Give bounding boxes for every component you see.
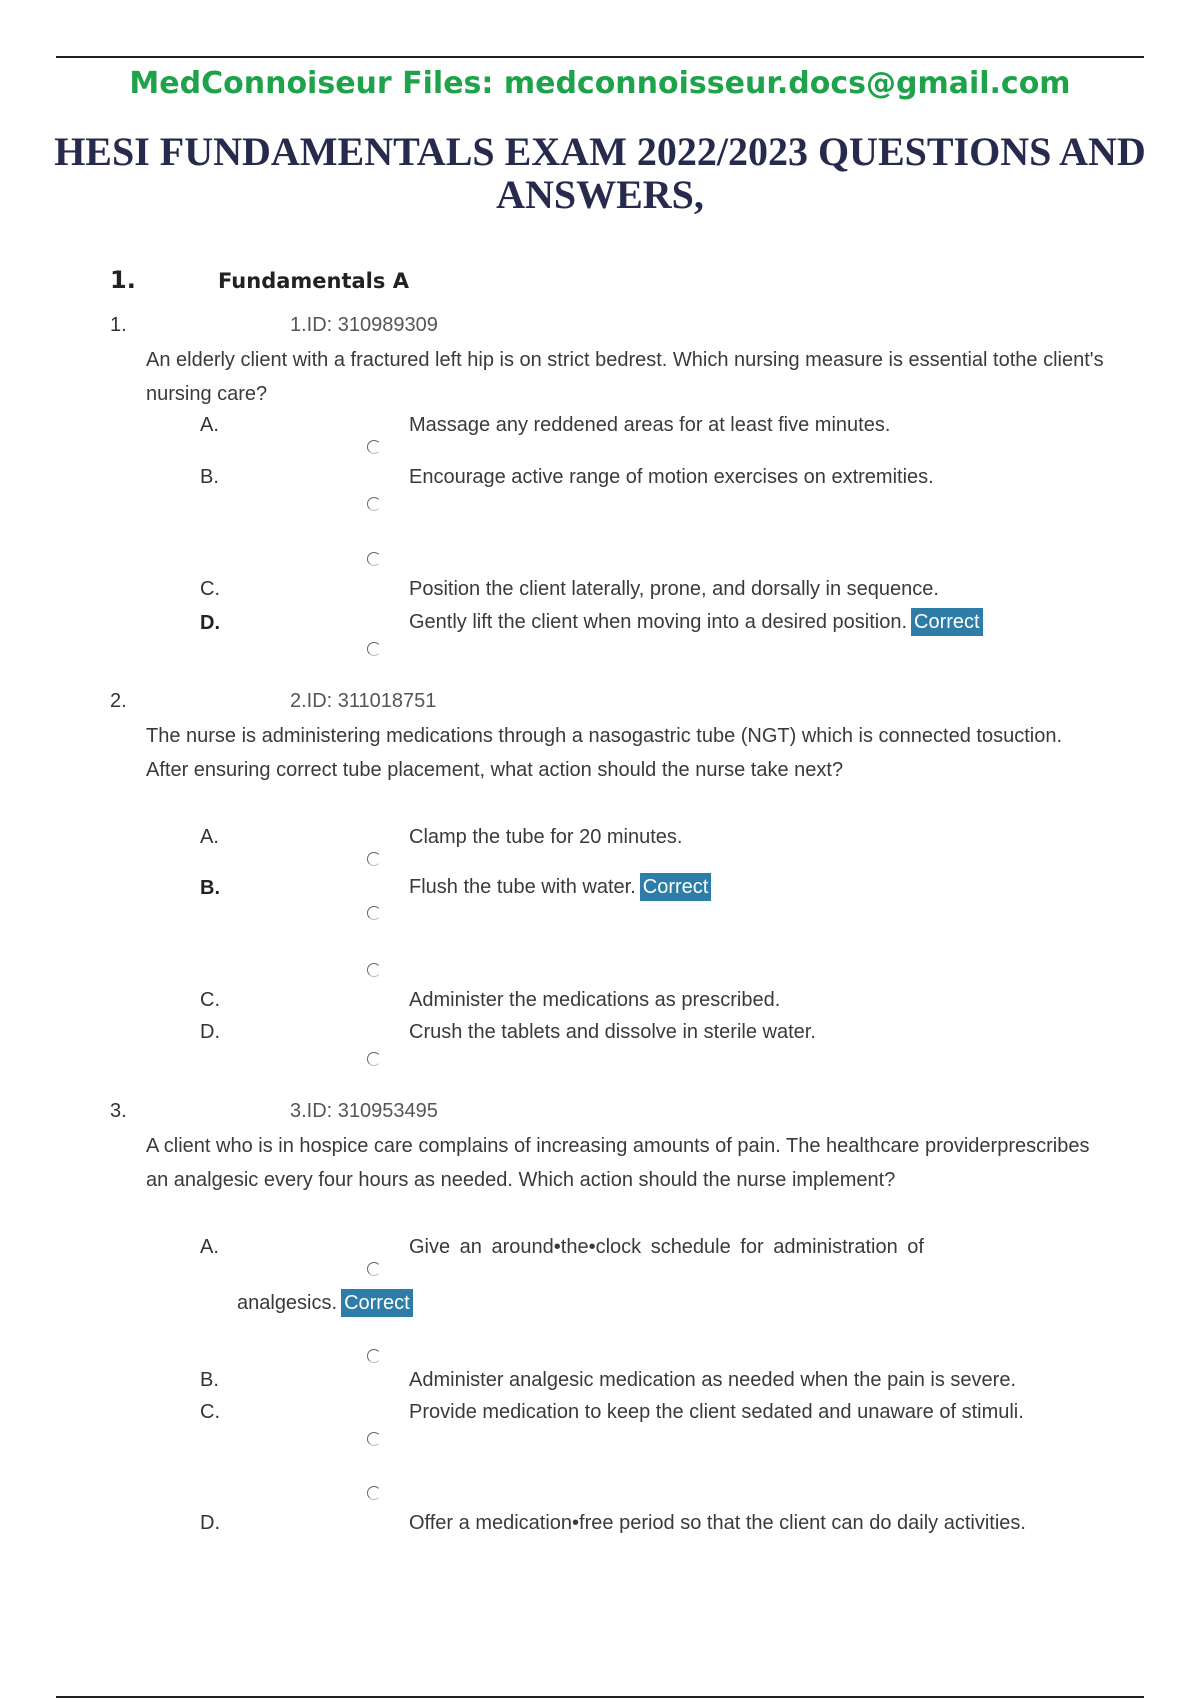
- option-text: Offer a medication•free period so that the client can do daily activities.: [409, 1512, 1026, 1534]
- option-radio[interactable]: [367, 497, 381, 511]
- document-title: HESI FUNDAMENTALS EXAM 2022/2023 QUESTIONS AND ANSWERS,: [54, 129, 1146, 217]
- option-radio[interactable]: [367, 906, 381, 920]
- option-letter: D.: [200, 1512, 220, 1534]
- correct-badge: Correct: [341, 1289, 413, 1317]
- option-text: Provide medication to keep the client sedated and unaware of stimuli.: [409, 1401, 1024, 1423]
- option-letter: C.: [200, 989, 220, 1011]
- question-text: A client who is in hospice care complains of increasing amounts of pain. The healthcare providerprescribes an analgesic every four hours as needed. Which action should the nurse implement?: [146, 1135, 1090, 1191]
- question-text: An elderly client with a fractured left hip is on strict bedrest. Which nursing measure is essential tothe client's nursing care?: [146, 349, 1104, 405]
- option-text-correct: [237, 1289, 413, 1317]
- option-radio[interactable]: [367, 1486, 381, 1500]
- option-text: Flush the tube with water.: [409, 876, 636, 898]
- question-number: 3.: [110, 1100, 127, 1122]
- option-radio[interactable]: [367, 963, 381, 977]
- top-rule: [56, 56, 1144, 58]
- option-text: Position the client laterally, prone, and dorsally in sequence.: [409, 578, 939, 600]
- option-letter: B.: [200, 466, 219, 488]
- option-letter: C.: [200, 578, 220, 600]
- question-id: 2.ID: 311018751: [290, 690, 437, 712]
- question-text: The nurse is administering medications through a nasogastric tube (NGT) which is connected tosuction. After ensuring correct tube placement, what action should the nurse take next?: [146, 725, 1063, 781]
- option-letter: C.: [200, 1401, 220, 1423]
- option-radio[interactable]: [367, 552, 381, 566]
- option-letter: A.: [200, 826, 219, 848]
- question-id: 1.ID: 310989309: [290, 314, 438, 336]
- bottom-rule: [56, 1696, 1144, 1698]
- option-radio[interactable]: [367, 1432, 381, 1446]
- option-radio[interactable]: [367, 1349, 381, 1363]
- option-radio[interactable]: [367, 852, 381, 866]
- option-radio[interactable]: [367, 642, 381, 656]
- option-radio[interactable]: [367, 1052, 381, 1066]
- section-title: Fundamentals A: [218, 269, 409, 293]
- correct-badge: Correct: [640, 873, 712, 901]
- option-letter: D.: [200, 1021, 220, 1043]
- question-number: 1.: [110, 314, 127, 336]
- question-id: 3.ID: 310953495: [290, 1100, 438, 1122]
- option-text-correct: [409, 873, 711, 901]
- option-text: Give an around•the•clock schedule for administration of: [409, 1236, 924, 1258]
- option-letter: D.: [200, 612, 220, 634]
- option-text: Clamp the tube for 20 minutes.: [409, 826, 683, 848]
- option-text: Administer analgesic medication as needed when the pain is severe.: [409, 1369, 1017, 1391]
- option-text-correct: [409, 608, 983, 636]
- section-number: 1.: [110, 266, 136, 294]
- option-letter: A.: [200, 414, 219, 436]
- option-text: Administer the medications as prescribed.: [409, 989, 781, 1011]
- option-text: Massage any reddened areas for at least five minutes.: [409, 414, 891, 436]
- option-text: Gently lift the client when moving into a desired position.: [409, 611, 908, 633]
- option-letter: A.: [200, 1236, 219, 1258]
- question-number: 2.: [110, 690, 127, 712]
- option-radio[interactable]: [367, 440, 381, 454]
- option-text: Crush the tablets and dissolve in sterile water.: [409, 1021, 816, 1043]
- option-radio[interactable]: [367, 1262, 381, 1276]
- option-continuation: analgesics.: [237, 1292, 338, 1314]
- option-letter: B.: [200, 1369, 219, 1391]
- option-letter: B.: [200, 877, 220, 899]
- source-header: MedConnoiseur Files: medconnoisseur.docs@gmail.com: [129, 66, 1071, 101]
- correct-badge: Correct: [911, 608, 983, 636]
- option-text: Encourage active range of motion exercises on extremities.: [409, 466, 934, 488]
